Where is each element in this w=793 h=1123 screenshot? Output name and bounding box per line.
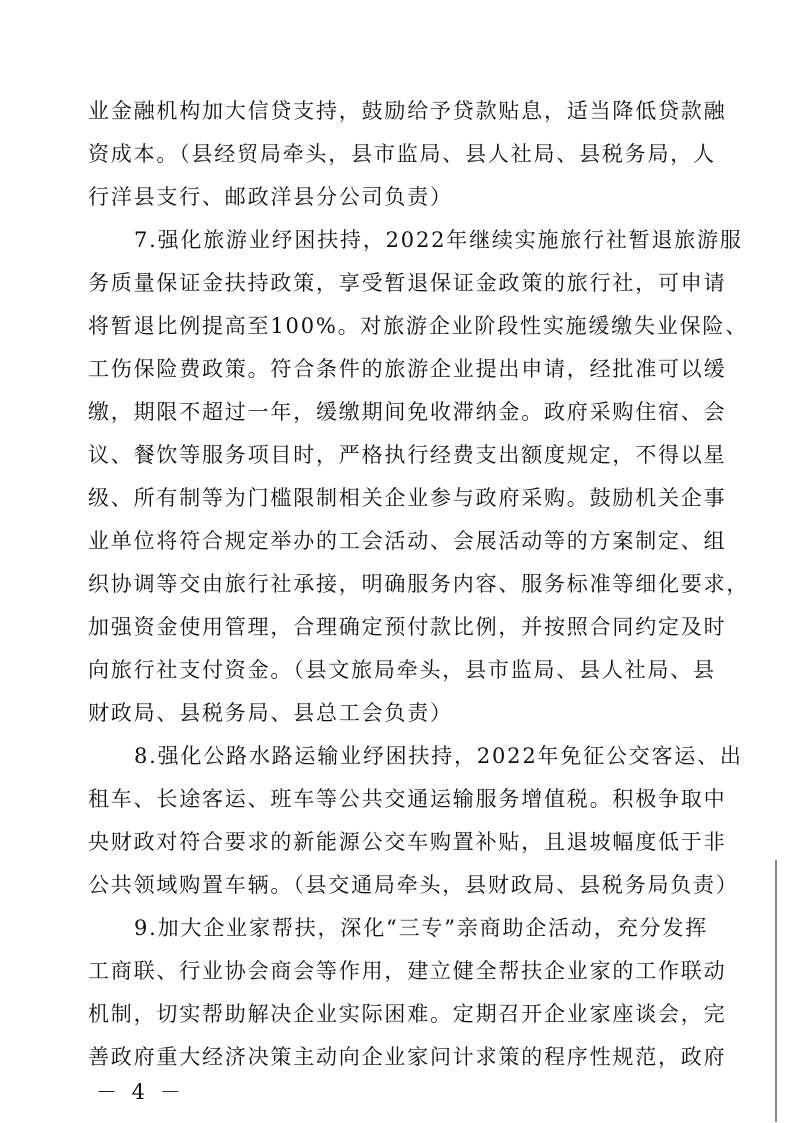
text-line: 机制，切实帮助解决企业实际困难。定期召开企业家座谈会，完 <box>88 1002 727 1026</box>
text-line: 务质量保证金扶持政策，享受暂退保证金政策的旅行社，可申请 <box>88 271 727 295</box>
text-line: 向旅行社支付资金。（县文旅局牵头，县市监局、县人社局、县 <box>88 658 716 682</box>
text-line: 工伤保险费政策。符合条件的旅游企业提出申请，经批准可以缓 <box>88 357 727 381</box>
paragraph-8-start: 8.强化公路水路运输业纾困扶持，2022年免征公交客运、出 <box>134 744 743 768</box>
paragraph-9-start: 9.加大企业家帮扶，深化“三专”亲商助企活动，充分发挥 <box>134 916 708 940</box>
text-line: 将暂退比例提高至100%。对旅游企业阶段性实施缓缴失业保险、 <box>88 314 749 338</box>
paragraph-7-start: 7.强化旅游业纾困扶持，2022年继续实施旅行社暂退旅游服 <box>134 228 743 252</box>
text-line: 行洋县支行、邮政洋县分公司负责） <box>88 185 453 209</box>
text-line: 织协调等交由旅行社承接，明确服务内容、服务标准等细化要求， <box>88 572 750 596</box>
text-line: 业单位将符合规定举办的工会活动、会展活动等的方案制定、组 <box>88 529 727 553</box>
text-line: 租车、长途客运、班车等公共交通运输服务增值税。积极争取中 <box>88 787 727 811</box>
text-line: 公共领域购置车辆。（县交通局牵头，县财政局、县税务局负责） <box>88 873 739 897</box>
page-number: － 4 － <box>96 1080 185 1104</box>
text-line: 财政局、县税务局、县总工会负责） <box>88 701 453 725</box>
text-line: 缴，期限不超过一年，缓缴期间免收滞纳金。政府采购住宿、会 <box>88 400 727 424</box>
text-line: 加强资金使用管理，合理确定预付款比例，并按照合同约定及时 <box>88 615 727 639</box>
text-line: 资成本。（县经贸局牵头，县市监局、县人社局、县税务局，人 <box>88 142 716 166</box>
scan-edge-mark <box>775 860 777 1122</box>
text-line: 级、所有制等为门槛限制相关企业参与政府采购。鼓励机关企事 <box>88 486 727 510</box>
text-line: 善政府重大经济决策主动向企业家问计求策的程序性规范，政府 <box>88 1045 727 1069</box>
text-line: 央财政对符合要求的新能源公交车购置补贴，且退坡幅度低于非 <box>88 830 727 854</box>
text-line: 议、餐饮等服务项目时，严格执行经费支出额度规定，不得以星 <box>88 443 727 467</box>
text-line: 工商联、行业协会商会等作用，建立健全帮扶企业家的工作联动 <box>88 959 727 983</box>
text-line: 业金融机构加大信贷支持，鼓励给予贷款贴息，适当降低贷款融 <box>88 99 727 123</box>
